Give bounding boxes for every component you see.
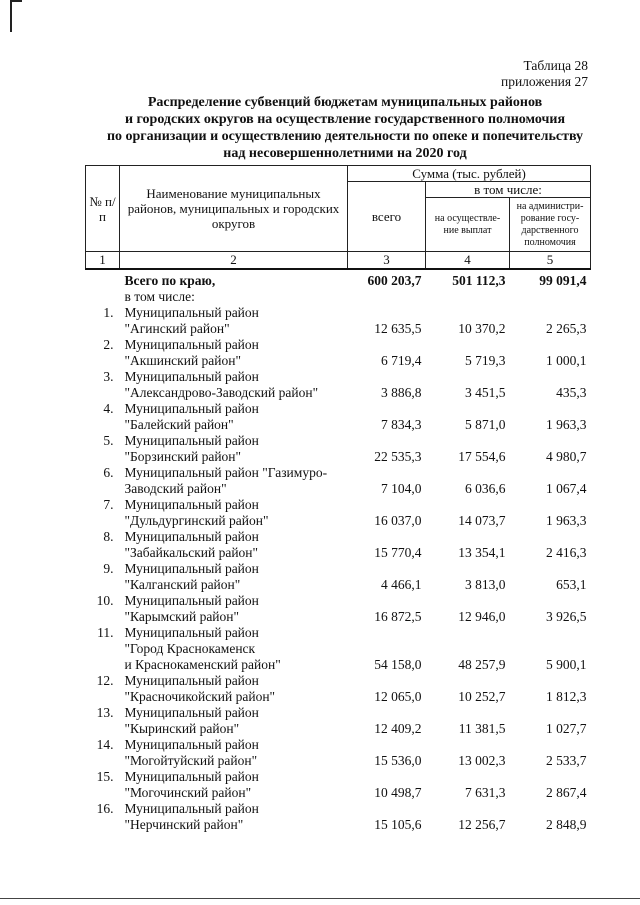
row-number: 13.: [96, 705, 114, 720]
table-row: [86, 593, 591, 625]
value-admin: 5 900,1: [546, 657, 587, 672]
table-row: [86, 705, 591, 737]
value-total: 16 872,5: [374, 609, 422, 624]
value-admin: 2 265,3: [546, 321, 587, 336]
district-name-line: "Дульдургинский район": [124, 513, 269, 528]
district-name: [120, 465, 348, 497]
district-name-line: и Краснокаменский район": [124, 657, 281, 672]
value-total: 7 834,3: [381, 417, 422, 432]
district-name-line: "Карымский район": [124, 609, 240, 624]
value-payments: 48 257,9: [458, 657, 506, 672]
value-admin: 1 067,4: [546, 481, 587, 496]
title-line: над несовершеннолетними на 2020 год: [223, 146, 467, 161]
value-total: 4 466,1: [381, 577, 422, 592]
district-name-line: Муниципальный район: [124, 737, 259, 752]
district-name-line: Муниципальный район: [124, 705, 259, 720]
value-total: 12 635,5: [374, 321, 422, 336]
table-row: [86, 369, 591, 401]
document-title: [85, 94, 605, 162]
row-number: 5.: [103, 433, 114, 448]
table-row: [86, 561, 591, 593]
district-name-line: Муниципальный район: [124, 369, 259, 384]
row-number: 15.: [96, 769, 114, 784]
col-index: 5: [510, 252, 591, 270]
value-total: 12 409,2: [374, 721, 422, 736]
district-name-line: "Калганский район": [124, 577, 241, 592]
district-name-line: Муниципальный район: [124, 305, 259, 320]
value-payments: 12 256,7: [458, 817, 506, 832]
value-total: 15 770,4: [374, 545, 422, 560]
district-name-line: Муниципальный район: [124, 497, 259, 512]
district-name-line: Муниципальный район: [124, 673, 259, 688]
value-total: 54 158,0: [374, 657, 422, 672]
district-name-line: "Забайкальский район": [124, 545, 259, 560]
district-name: [120, 561, 348, 593]
value-admin: 435,3: [556, 385, 587, 400]
col-index: 3: [348, 252, 426, 270]
district-name-line: Муниципальный район: [124, 593, 259, 608]
table-row: [86, 801, 591, 833]
row-number: 12.: [96, 673, 114, 688]
value-admin: 653,1: [556, 577, 587, 592]
value-payments: 5 719,3: [465, 353, 506, 368]
district-name-line: Муниципальный район: [124, 769, 259, 784]
district-name-line: "Кыринский район": [124, 721, 240, 736]
col-header-total: всего: [348, 182, 426, 252]
value-total: 15 105,6: [374, 817, 422, 832]
value-total: 7 104,0: [381, 481, 422, 496]
district-name: [120, 593, 348, 625]
district-name: [120, 305, 348, 337]
total-sublabel: в том числе:: [124, 289, 195, 304]
col-header-sum: Сумма (тыс. рублей): [348, 166, 591, 182]
value-admin: 1 812,3: [546, 689, 587, 704]
district-name: [120, 369, 348, 401]
row-number: 10.: [96, 593, 114, 608]
value-payments: 10 252,7: [458, 689, 506, 704]
value-admin: 1 963,3: [546, 513, 587, 528]
title-line: Распределение субвенций бюджетам муниципальных районов: [147, 95, 543, 110]
value-admin: 1 027,7: [546, 721, 587, 736]
table-row: [86, 625, 591, 673]
value-payments: 13 002,3: [458, 753, 506, 768]
district-name-line: "Балейский район": [124, 417, 234, 432]
page-bottom-rule: [0, 898, 640, 899]
row-number: 8.: [103, 529, 114, 544]
total-admin: 99 091,4: [539, 273, 587, 288]
value-payments: 13 354,1: [458, 545, 506, 560]
table-row: [86, 337, 591, 369]
district-name: [120, 705, 348, 737]
table-reference: [501, 58, 588, 90]
table-row: [86, 497, 591, 529]
row-number: 9.: [103, 561, 114, 576]
value-payments: 12 946,0: [458, 609, 506, 624]
total-label: Всего по краю,: [124, 273, 216, 288]
value-admin: 2 848,9: [546, 817, 587, 832]
value-payments: 3 451,5: [465, 385, 506, 400]
district-name: [120, 497, 348, 529]
value-admin: 1 000,1: [546, 353, 587, 368]
district-name: [120, 801, 348, 833]
value-total: 10 498,7: [374, 785, 422, 800]
corner-crop-mark: [10, 0, 22, 32]
district-name-line: Заводский район": [124, 481, 227, 496]
row-number: 2.: [103, 337, 114, 352]
district-name-line: "Город Краснокаменск: [124, 641, 256, 656]
col-header-including: в том числе:: [426, 182, 591, 198]
row-number: 1.: [103, 305, 114, 320]
table-row: [86, 529, 591, 561]
value-payments: 5 871,0: [465, 417, 506, 432]
district-name-line: "Агинский район": [124, 321, 230, 336]
col-index: 1: [86, 252, 120, 270]
value-payments: 14 073,7: [458, 513, 506, 528]
value-payments: 6 036,6: [465, 481, 506, 496]
district-name-line: Муниципальный район: [124, 529, 259, 544]
district-name: [120, 737, 348, 769]
district-name: [120, 401, 348, 433]
district-name-line: Муниципальный район: [124, 561, 259, 576]
value-total: 3 886,8: [381, 385, 422, 400]
value-total: 12 065,0: [374, 689, 422, 704]
value-payments: 17 554,6: [458, 449, 506, 464]
col-header-payments: на осуществле-ние выплат: [426, 198, 510, 252]
district-name-line: Муниципальный район: [124, 401, 259, 416]
district-name-line: Муниципальный район: [124, 433, 259, 448]
row-number: 3.: [103, 369, 114, 384]
district-name-line: "Борзинский район": [124, 449, 242, 464]
value-payments: 3 813,0: [465, 577, 506, 592]
col-header-admin: на администри-рование госу-дарственного полномочия: [510, 198, 591, 252]
district-name-line: Муниципальный район: [124, 625, 259, 640]
row-number: 11.: [97, 625, 114, 640]
total-row: [86, 269, 591, 305]
col-index: 4: [426, 252, 510, 270]
row-number: 14.: [96, 737, 114, 752]
value-admin: 4 980,7: [546, 449, 587, 464]
table-row: [86, 673, 591, 705]
district-name-line: "Красночикойский район": [124, 689, 276, 704]
district-name-line: Муниципальный район "Газимуро-: [124, 465, 328, 480]
district-name: [120, 769, 348, 801]
table-row: [86, 737, 591, 769]
district-name: [120, 337, 348, 369]
value-admin: 2 867,4: [546, 785, 587, 800]
value-total: 22 535,3: [374, 449, 422, 464]
district-name-line: "Нерчинский район": [124, 817, 244, 832]
district-name: [120, 625, 348, 673]
table-row: [86, 401, 591, 433]
district-name-line: "Акшинский район": [124, 353, 241, 368]
total-payments: 501 112,3: [452, 273, 506, 288]
row-number: 6.: [103, 465, 114, 480]
col-header-name: Наименование муниципальных районов, муниципальных и городских округов: [120, 166, 348, 252]
table-number: Таблица 28: [523, 58, 588, 73]
table-row: [86, 465, 591, 497]
title-line: и городских округов на осуществление государственного полномочия: [124, 112, 566, 127]
district-name-line: Муниципальный район: [124, 337, 259, 352]
district-name-line: "Могочинский район": [124, 785, 252, 800]
row-number: 7.: [103, 497, 114, 512]
value-payments: 10 370,2: [458, 321, 506, 336]
value-total: 15 536,0: [374, 753, 422, 768]
district-name-line: Муниципальный район: [124, 801, 259, 816]
col-header-number: № п/п: [86, 166, 120, 252]
table-row: [86, 433, 591, 465]
row-number: 16.: [96, 801, 114, 816]
subsidy-table: [85, 165, 591, 833]
value-payments: 11 381,5: [458, 721, 506, 736]
title-line: по организации и осуществлению деятельности по опеке и попечительству: [106, 129, 584, 144]
value-admin: 1 963,3: [546, 417, 587, 432]
col-index: 2: [120, 252, 348, 270]
table-row: [86, 769, 591, 801]
district-name: [120, 673, 348, 705]
district-name-line: "Могойтуйский район": [124, 753, 258, 768]
row-number: 4.: [103, 401, 114, 416]
district-name: [120, 433, 348, 465]
value-admin: 2 416,3: [546, 545, 587, 560]
district-name: [120, 529, 348, 561]
value-total: 16 037,0: [374, 513, 422, 528]
table-body: [86, 269, 591, 833]
table-row: [86, 305, 591, 337]
value-payments: 7 631,3: [465, 785, 506, 800]
district-name-line: "Александрово-Заводский район": [124, 385, 319, 400]
value-total: 6 719,4: [381, 353, 422, 368]
total-value: 600 203,7: [367, 273, 422, 288]
value-admin: 2 533,7: [546, 753, 587, 768]
appendix-number: приложения 27: [500, 74, 588, 89]
value-admin: 3 926,5: [546, 609, 587, 624]
